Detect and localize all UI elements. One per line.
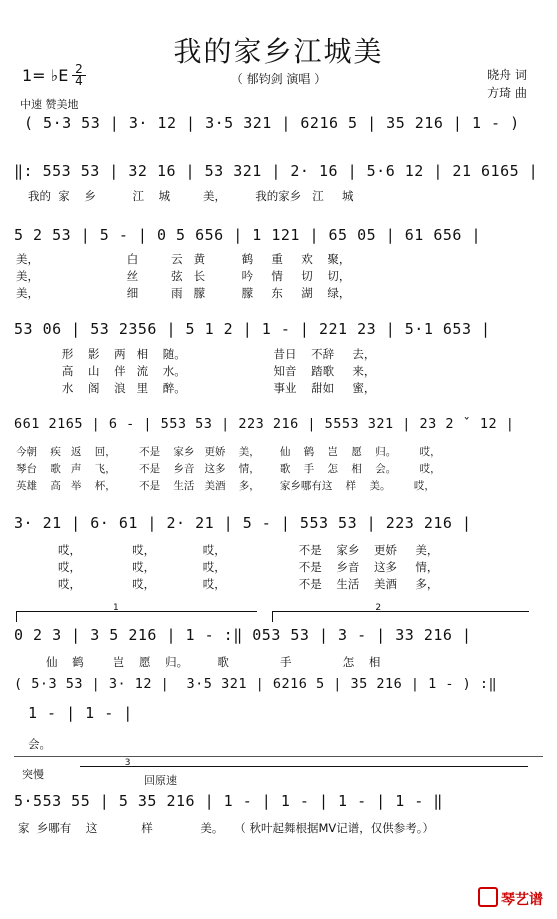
lyric-line: 家 乡哪有 这 样 美。 （ 秋叶起舞根据MV记谱，仅供参考。）	[18, 821, 434, 835]
notes: ‖: 553 53 | 32 16 | 53 321 | 2· 16 | 5·6 12 | 21 6165 |	[14, 162, 539, 180]
notes: 0 2 3 | 3 5 216 | 1 - :‖ 053 53 | 3 - | 33 216 |	[14, 626, 472, 644]
notes: 1 - | 1 - |	[28, 704, 133, 722]
volta-1-bracket	[16, 603, 257, 622]
site-logo	[478, 887, 543, 909]
lyric-line: 英雄 高 举 杯， 不是 生活 美酒 多， 家乡哪有这 样 美。 哎，	[16, 480, 435, 492]
lyric-line: 哎， 哎， 哎， 不是 乡音 这多 情，	[58, 560, 439, 574]
volta-3-number: 3	[124, 758, 131, 768]
notes: 5·553 55 | 5 35 216 | 1 - | 1 - | 1 - | 1 - ‖	[14, 792, 443, 810]
notes: 661 2165 | 6 - | 553 53 | 223 216 | 5553 321 | 23 2 ˇ 12 |	[14, 416, 515, 432]
volta-2-number: 2	[375, 603, 382, 613]
score-row-7	[14, 676, 543, 702]
volta-2-bracket	[272, 603, 529, 622]
notes: 5 2 53 | 5 - | 0 5 656 | 1 121 | 65 05 | 61 656 |	[14, 226, 482, 244]
lyric-line: 琴台 歌 声 飞， 不是 乡音 这多 情， 歌 手 怎 相 会。 哎，	[16, 463, 441, 475]
meter-bottom: 4	[72, 75, 86, 87]
lyric-line: 我的 家 乡 江 城 美， 我的家乡 江 城	[28, 189, 354, 203]
logo-icon	[478, 887, 498, 907]
score-row-2	[14, 226, 543, 252]
lyric-line: 水 阁 浪 里 醉。 事业 甜如 蜜，	[40, 381, 376, 395]
song-title: 我的家乡江城美	[173, 35, 384, 68]
tempo-marking: 中速 赞美地	[20, 98, 79, 111]
a-tempo-marking: 回原速	[144, 774, 177, 787]
score-row-intro	[14, 114, 543, 140]
meter-top: 2	[75, 62, 83, 76]
notes: 53 06 | 53 2356 | 5 1 2 | 1 - | 221 23 | 5·1 653 |	[14, 320, 491, 338]
score-row-5	[14, 514, 543, 540]
lyric-line: 美， 细 雨 朦 朦 东 湖 绿，	[16, 286, 351, 300]
lyric-line: 高 山 伴 流 水。 知音 踏歌 来，	[40, 364, 376, 378]
ritardando-marking: 突慢	[22, 768, 44, 781]
lyric-line: 美， 白 云 黄 鹤 重 欢 聚，	[16, 252, 351, 266]
lyric-line: 仙 鹤 岂 愿 归。 歌 手 怎 相	[46, 655, 381, 669]
lyric-line: 美， 丝 弦 长 吟 情 切 切，	[16, 269, 351, 283]
score-row-8	[14, 704, 543, 730]
lyric-line: 今朝 疾 返 回， 不是 家乡 更娇 美， 仙 鹤 岂 愿 归。 哎，	[16, 446, 441, 458]
score-row-3	[14, 320, 543, 346]
score-row-4	[14, 416, 543, 442]
volta-1-number: 1	[113, 603, 119, 613]
section-divider	[14, 756, 543, 757]
notes: 3· 21 | 6· 61 | 2· 21 | 5 - | 553 53 | 223 216 |	[14, 514, 472, 532]
singer-credit: （ 郁钧剑 演唱 ）	[230, 72, 327, 86]
lyricist-credit: 晓舟 词	[487, 68, 527, 82]
score-row-1	[14, 162, 543, 188]
score-row-6	[14, 626, 543, 652]
score-row-9	[14, 792, 543, 818]
lyric-line: 会。	[28, 737, 51, 751]
key-signature: 1= ♭E	[22, 66, 69, 85]
composer-credit: 方琦 曲	[487, 86, 527, 100]
notes: ( 5·3 53 | 3· 12 | 3·5 321 | 6216 5 | 35 216 | 1 - ) :‖	[14, 676, 498, 692]
logo-text: 琴艺谱	[501, 892, 543, 908]
lyric-line: 哎， 哎， 哎， 不是 生活 美酒 多，	[58, 577, 439, 591]
lyric-line: 形 影 两 相 随。 昔日 不辞 去，	[40, 347, 376, 361]
notes: ( 5·3 53 | 3· 12 | 3·5 321 | 6216 5 | 35 216 | 1 - )	[24, 114, 520, 132]
lyric-line: 哎， 哎， 哎， 不是 家乡 更娇 美，	[58, 543, 439, 557]
